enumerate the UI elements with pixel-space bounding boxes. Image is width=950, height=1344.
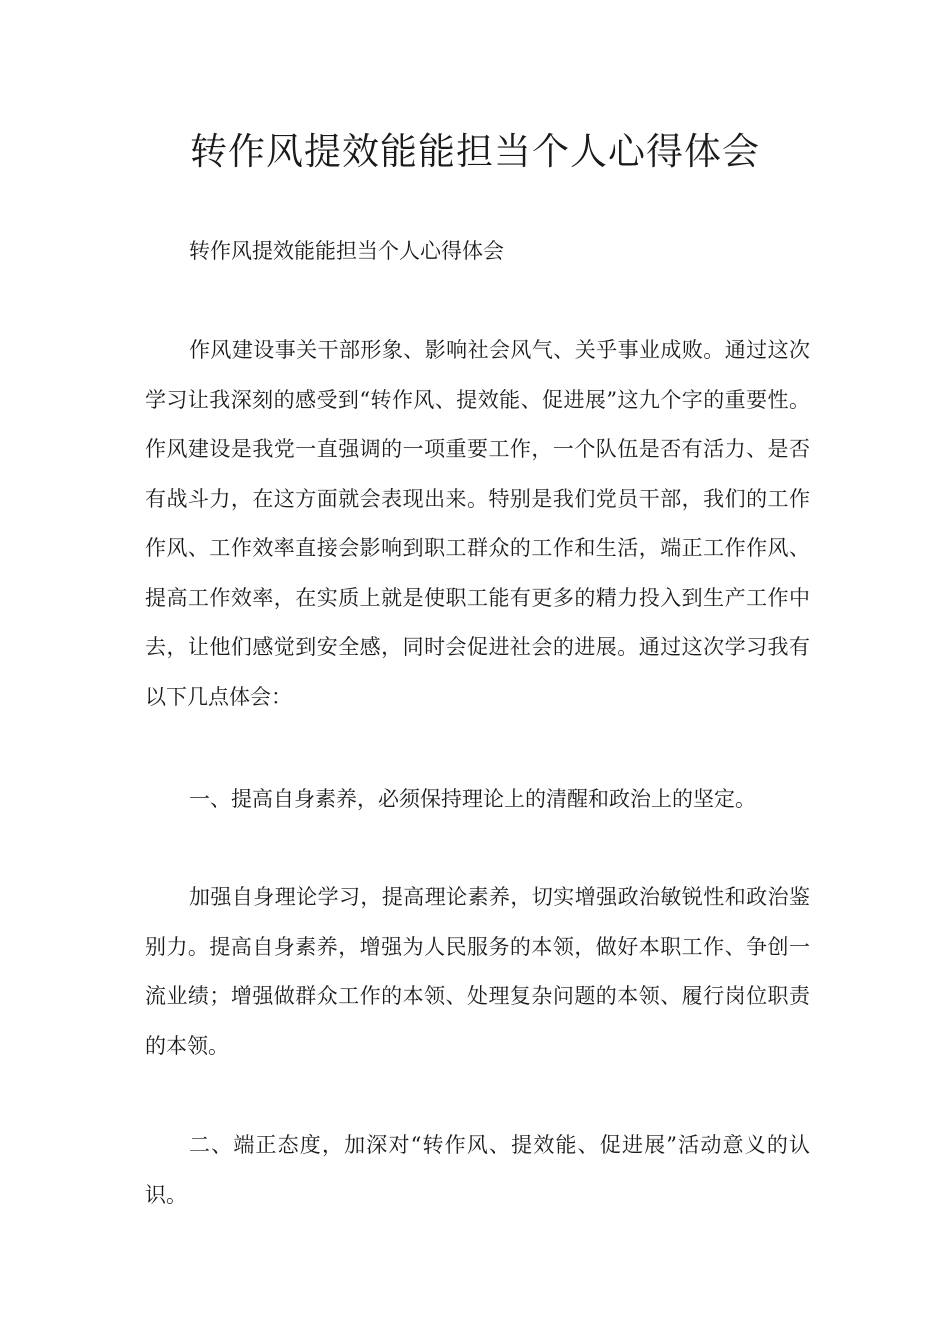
intro-paragraph: 作风建设事关干部形象、影响社会风气、关乎事业成败。通过这次学习让我深刻的感受到“转作风、提效能、促进展”这九个字的重要性。作风建设是我党一直强调的一项重要工作，一个队伍是否有活力、是否有战斗力，在这方面就会表现出来。特别是我们党员干部，我们的工作作风、工作效率直接会影响到职工群众的工作和生活，端正工作作风、提高工作效率，在实质上就是使职工能有更多的精力投入到生产工作中去，让他们感觉到安全感，同时会促进社会的进展。通过这次学习我有以下几点体会： <box>145 338 810 709</box>
section-heading-2: 二、端正态度，加深对“转作风、提效能、促进展”活动意义的认识。 <box>145 1133 810 1207</box>
section-heading-1: 一、提高自身素养，必须保持理论上的清醒和政治上的坚定。 <box>189 787 756 811</box>
document-title: 转作风提效能能担当个人心得体会 <box>190 130 760 173</box>
section-body-1: 加强自身理论学习，提高理论素养，切实增强政治敏锐性和政治鉴别力。提高自身素养，增强为人民服务的本领，做好本职工作、争创一流业绩；增强做群众工作的本领、处理复杂问题的本领、履行岗位职责的本领。 <box>145 885 810 1058</box>
subtitle-paragraph: 转作风提效能能担当个人心得体会 <box>189 239 504 263</box>
